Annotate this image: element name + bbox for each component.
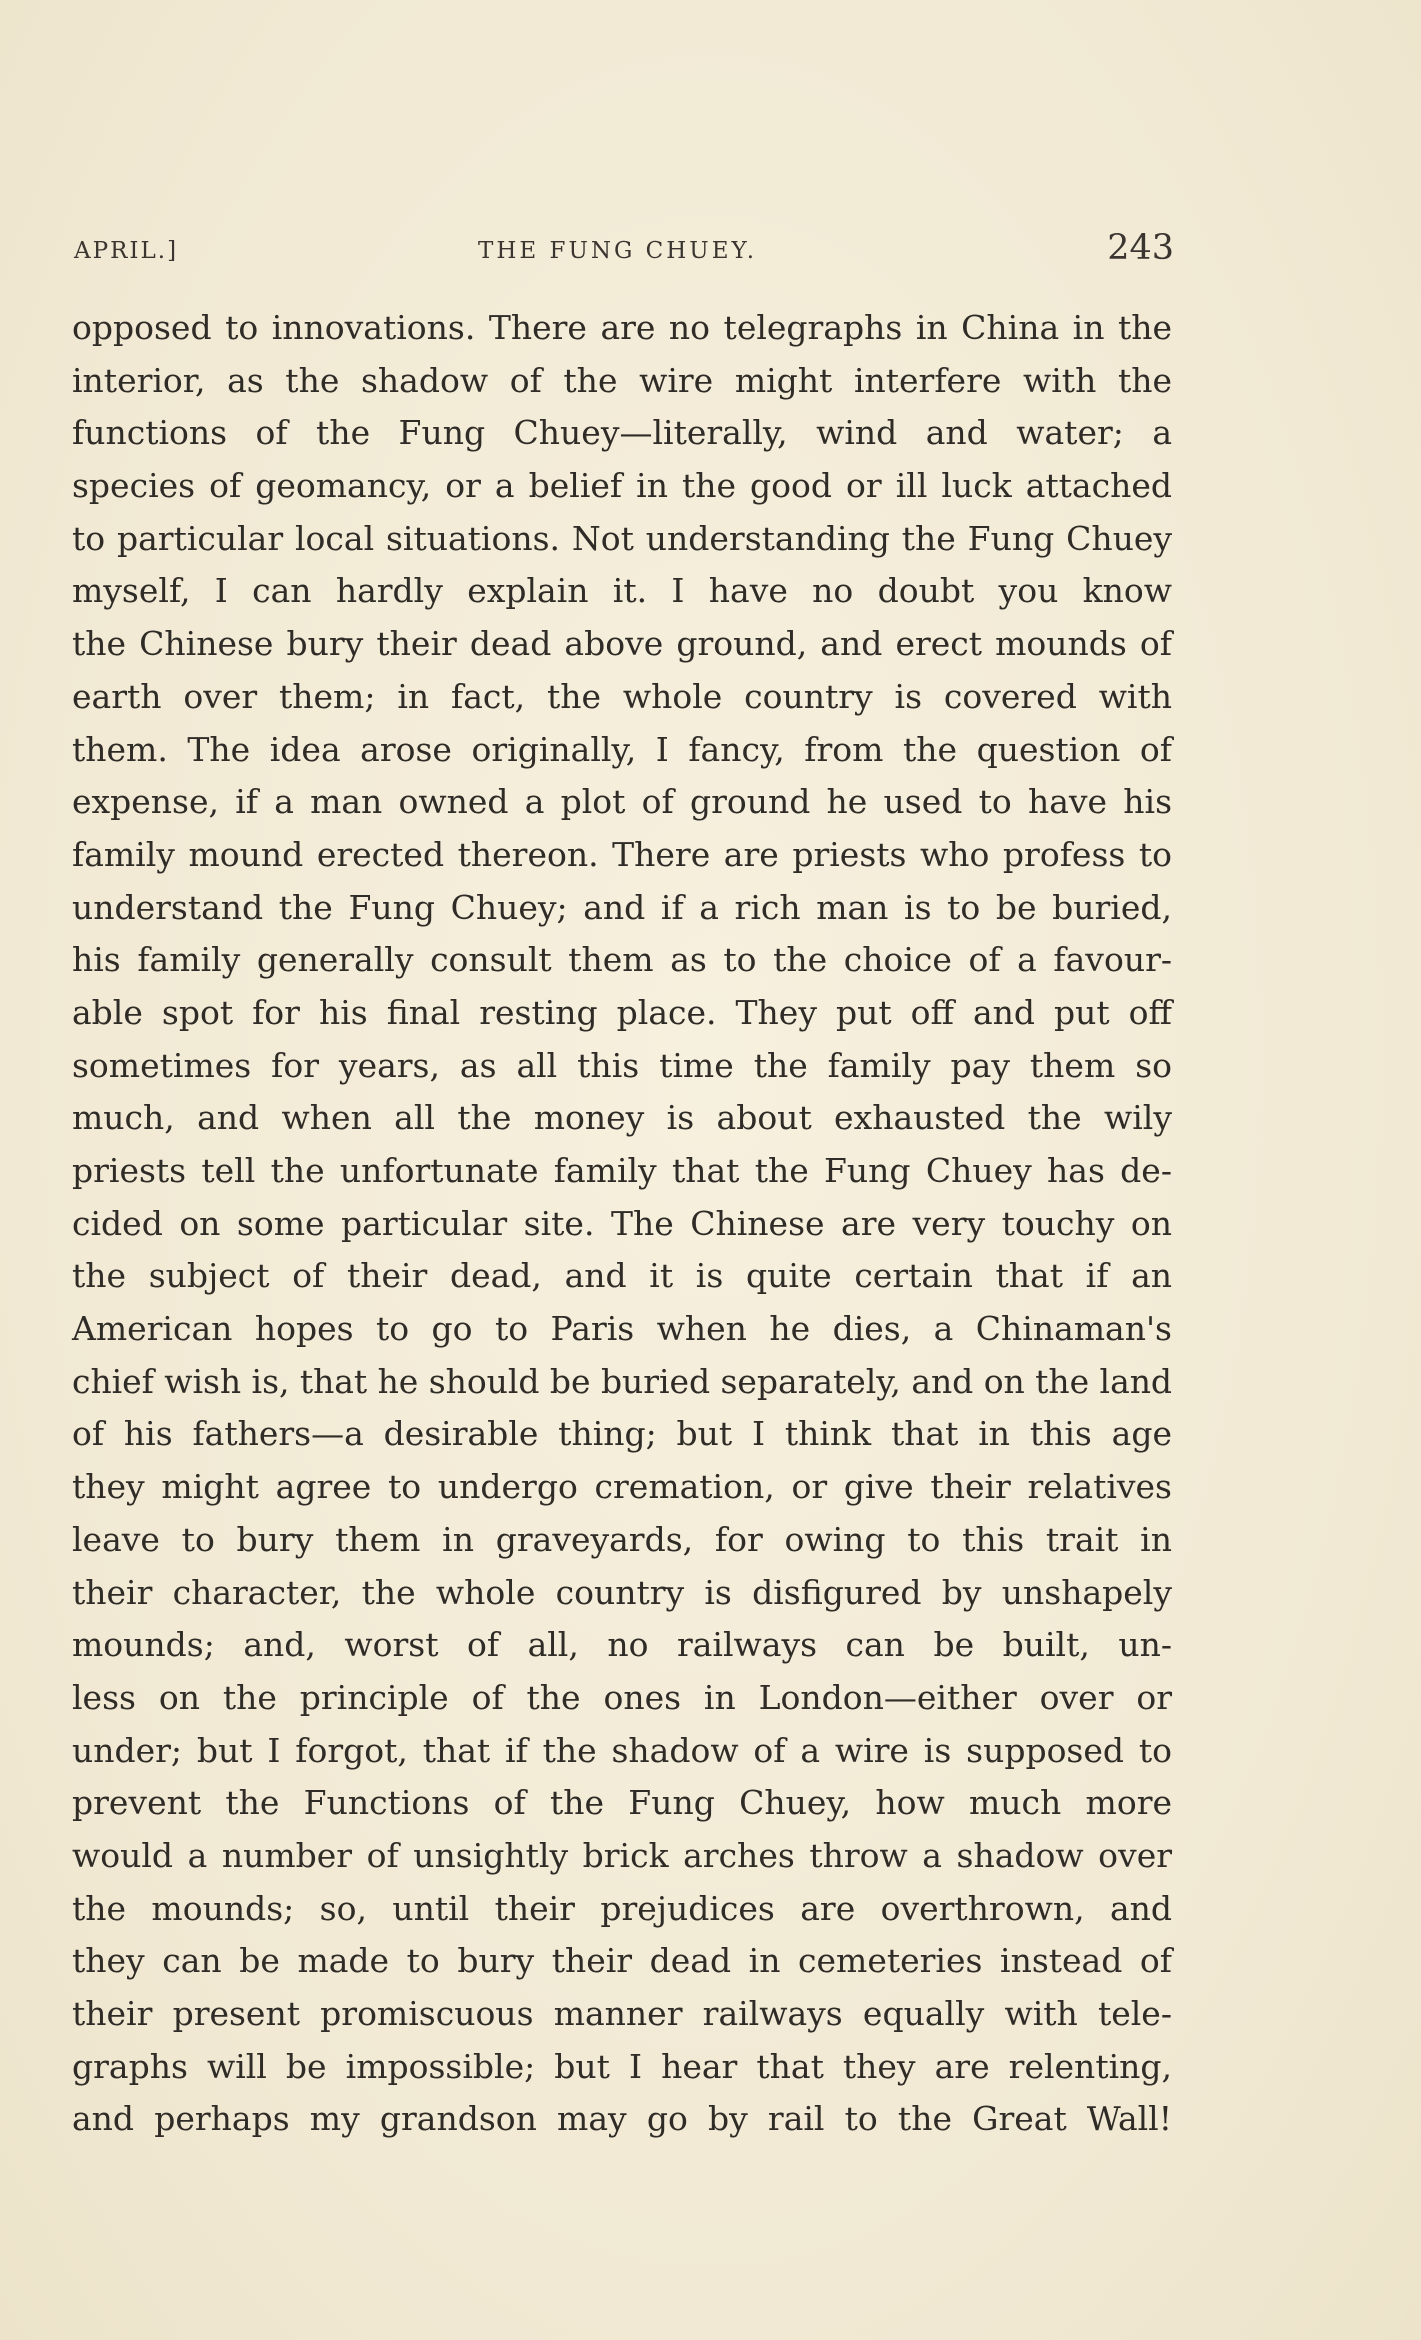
text-line: sometimes for years, as all this time the family pay them so	[72, 1045, 1172, 1085]
text-line: would a number of unsightly brick arches throw a shadow over	[72, 1835, 1172, 1875]
body-text	[72, 302, 1172, 2146]
text-line: they can be made to bury their dead in cemeteries instead of	[72, 1941, 1172, 1981]
text-line: prevent the Functions of the Fung Chuey, how much more	[72, 1783, 1172, 1823]
text-line: the subject of their dead, and it is quite certain that if an	[72, 1256, 1173, 1296]
text-line: opposed to innovations. There are no telegraphs in China in the	[72, 308, 1172, 347]
running-head	[74, 228, 1174, 278]
page-number: 243	[1107, 228, 1174, 268]
text-line: and perhaps my grandson may go by rail to the Great Wall!	[72, 2099, 1172, 2139]
text-line: his family generally consult them as to the choice of a favour-	[72, 940, 1172, 980]
text-line: they might agree to undergo cremation, or give their relatives	[72, 1467, 1172, 1507]
text-line: chief wish is, that he should be buried separately, and on the land	[72, 1361, 1172, 1401]
text-line: less on the principle of the ones in London—either over or	[72, 1677, 1172, 1717]
text-line: able spot for his final resting place. They put off and put off	[72, 992, 1172, 1032]
text-line: leave to bury them in graveyards, for owing to this trait in	[72, 1519, 1172, 1559]
text-line: myself, I can hardly explain it. I have no doubt you know	[72, 571, 1172, 611]
text-line: them. The idea arose originally, I fancy, from the question of	[72, 729, 1172, 769]
text-line: mounds; and, worst of all, no railways can be built, un-	[72, 1625, 1172, 1665]
text-line: priests tell the unfortunate family that the Fung Chuey has de-	[72, 1151, 1172, 1190]
text-line: graphs will be impossible; but I hear that they are relenting,	[72, 2046, 1172, 2086]
text-line: much, and when all the money is about exhausted the wily	[72, 1098, 1172, 1138]
text-line: interior, as the shadow of the wire might interfere with the	[72, 360, 1172, 400]
text-line: species of geomancy, or a belief in the good or ill luck attached	[72, 466, 1172, 506]
text-line: functions of the Fung Chuey—literally, wind and water; a	[72, 413, 1172, 453]
running-head-month: APRIL.]	[74, 238, 179, 264]
text-line: earth over them; in fact, the whole country is covered with	[72, 676, 1173, 716]
text-line: to particular local situations. Not understanding the Fung Chuey	[72, 518, 1172, 558]
text-line: cided on some particular site. The Chinese are very touchy on	[72, 1203, 1172, 1243]
text-line: American hopes to go to Paris when he dies, a Chinaman's	[72, 1309, 1172, 1349]
text-line: understand the Fung Chuey; and if a rich man is to be buried,	[72, 887, 1172, 927]
text-line: the mounds; so, until their prejudices are overthrown, and	[72, 1888, 1172, 1928]
text-line: family mound erected thereon. There are priests who profess to	[72, 834, 1172, 874]
text-line: the Chinese bury their dead above ground, and erect mounds of	[72, 624, 1173, 664]
text-line: of his fathers—a desirable thing; but I think that in this age	[72, 1414, 1172, 1454]
text-line: their present promiscuous manner railways equally with tele-	[72, 1994, 1172, 2033]
text-line: under; but I forgot, that if the shadow of a wire is supposed to	[72, 1730, 1172, 1770]
text-line: expense, if a man owned a plot of ground he used to have his	[72, 782, 1172, 822]
running-head-title: THE FUNG CHUEY.	[478, 238, 758, 264]
text-line: their character, the whole country is disfigured by unshapely	[72, 1572, 1172, 1612]
